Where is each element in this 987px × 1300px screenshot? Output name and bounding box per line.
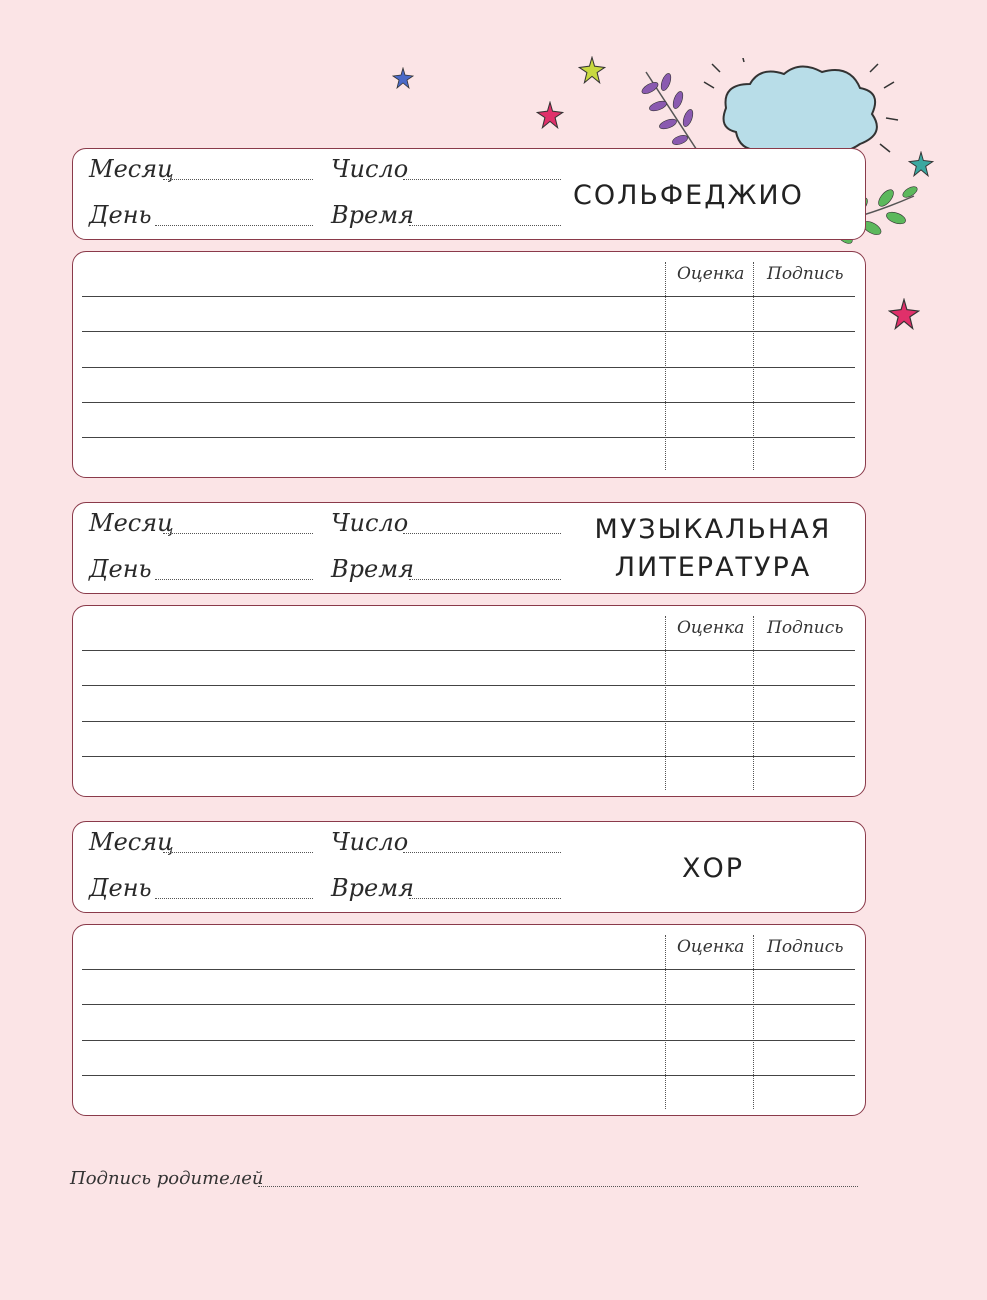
day-label: День bbox=[89, 555, 152, 583]
day-label: День bbox=[89, 874, 152, 902]
star-icon bbox=[536, 101, 564, 129]
month-field[interactable] bbox=[163, 852, 313, 853]
star-icon bbox=[392, 67, 414, 89]
table-row[interactable] bbox=[82, 367, 855, 368]
month-label: Месяц bbox=[89, 509, 174, 537]
section-header-card bbox=[72, 821, 866, 913]
time-label: Время bbox=[331, 874, 414, 902]
table-row[interactable] bbox=[82, 437, 855, 438]
day-field[interactable] bbox=[155, 225, 313, 226]
grade-column-header: Оценка bbox=[677, 264, 745, 284]
table-row[interactable] bbox=[82, 721, 855, 722]
signature-column-header: Подпись bbox=[767, 618, 844, 638]
column-divider bbox=[753, 616, 754, 790]
subject-title: ХОР bbox=[681, 853, 745, 884]
number-label: Число bbox=[331, 155, 409, 183]
table-row[interactable] bbox=[82, 296, 855, 297]
column-divider bbox=[753, 262, 754, 470]
day-label: День bbox=[89, 201, 152, 229]
subject-title: МУЗЫКАЛЬНАЯ ЛИТЕРАТУРА bbox=[594, 514, 832, 583]
month-field[interactable] bbox=[163, 533, 313, 534]
table-row[interactable] bbox=[82, 1004, 855, 1005]
notes-table-card bbox=[72, 605, 866, 797]
signature-column-header: Подпись bbox=[767, 937, 844, 957]
day-field[interactable] bbox=[155, 898, 313, 899]
star-icon bbox=[578, 56, 606, 84]
table-row[interactable] bbox=[82, 685, 855, 686]
star-icon bbox=[908, 151, 934, 177]
notes-table-card bbox=[72, 924, 866, 1116]
time-label: Время bbox=[331, 555, 414, 583]
month-label: Месяц bbox=[89, 828, 174, 856]
time-field[interactable] bbox=[409, 225, 561, 226]
number-field[interactable] bbox=[403, 533, 561, 534]
column-divider bbox=[753, 935, 754, 1109]
grade-column-header: Оценка bbox=[677, 937, 745, 957]
table-row[interactable] bbox=[82, 1040, 855, 1041]
notes-table-card bbox=[72, 251, 866, 478]
month-field[interactable] bbox=[163, 179, 313, 180]
table-row[interactable] bbox=[82, 331, 855, 332]
section-header-card bbox=[72, 502, 866, 594]
time-label: Время bbox=[331, 201, 414, 229]
subject-title: СОЛЬФЕДЖИО bbox=[573, 180, 804, 211]
number-field[interactable] bbox=[403, 852, 561, 853]
parent-signature-field[interactable] bbox=[258, 1186, 858, 1187]
number-label: Число bbox=[331, 509, 409, 537]
time-field[interactable] bbox=[409, 579, 561, 580]
table-row[interactable] bbox=[82, 1075, 855, 1076]
column-divider bbox=[665, 262, 666, 470]
table-row[interactable] bbox=[82, 756, 855, 757]
table-row[interactable] bbox=[82, 969, 855, 970]
section-header-card bbox=[72, 148, 866, 240]
star-icon bbox=[888, 298, 920, 330]
number-label: Число bbox=[331, 828, 409, 856]
grade-column-header: Оценка bbox=[677, 618, 745, 638]
month-label: Месяц bbox=[89, 155, 174, 183]
column-divider bbox=[665, 935, 666, 1109]
number-field[interactable] bbox=[403, 179, 561, 180]
time-field[interactable] bbox=[409, 898, 561, 899]
signature-column-header: Подпись bbox=[767, 264, 844, 284]
table-row[interactable] bbox=[82, 650, 855, 651]
parent-signature-label: Подпись родителей bbox=[70, 1168, 264, 1189]
day-field[interactable] bbox=[155, 579, 313, 580]
table-row[interactable] bbox=[82, 402, 855, 403]
column-divider bbox=[665, 616, 666, 790]
